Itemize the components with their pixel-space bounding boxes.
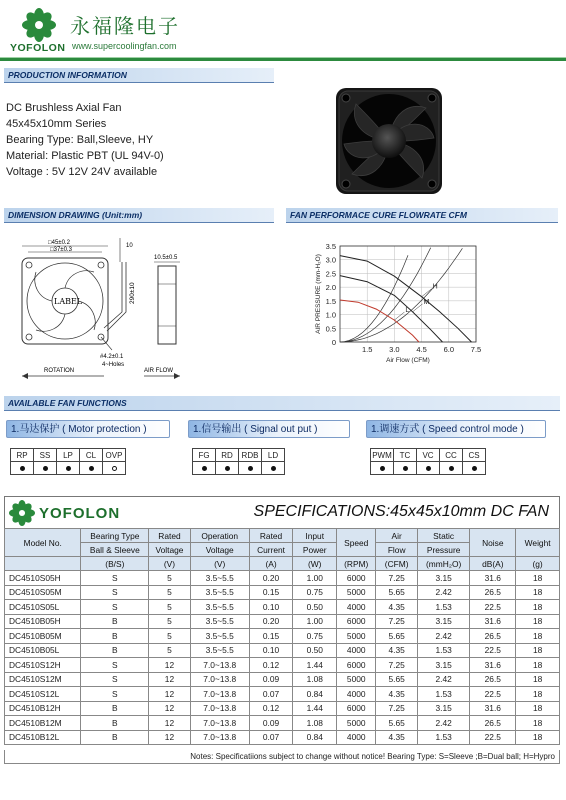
function-group-motor-protection (6, 420, 170, 475)
col-header-air-flow: Air (376, 529, 418, 543)
table-cell: 18 (516, 730, 560, 745)
table-row (5, 571, 560, 586)
series-label-l: L (405, 307, 410, 315)
model-cell: DC4510B05H (5, 614, 81, 629)
table-cell: 0.09 (249, 716, 293, 731)
col-header-speed: Speed (337, 529, 376, 557)
table-cell: 7.0~13.8 (190, 672, 249, 687)
available-dot-icon (449, 466, 454, 471)
unit-cell: (B/S) (81, 557, 149, 571)
table-cell: 2.42 (417, 672, 469, 687)
spec-logo-text: YOFOLON (39, 505, 121, 522)
table-cell: 4.35 (376, 600, 418, 615)
table-cell: 18 (516, 672, 560, 687)
model-cell: DC4510B05M (5, 629, 81, 644)
available-dot-icon (403, 466, 408, 471)
col-header-rated-voltage: Rated (149, 529, 191, 543)
unit-cell: dB(A) (470, 557, 516, 571)
table-cell: 3.5~5.5 (190, 571, 249, 586)
table-cell: 1.44 (293, 658, 337, 673)
y-tick-label: 2.5 (325, 269, 336, 279)
y-axis-label: AIR PRESSURE (mm-H₂O) (315, 254, 322, 334)
holes-count: 4~Holes (102, 362, 125, 368)
function-title: 1.马达保护 ( Motor protection ) (6, 420, 170, 438)
table-cell: 12 (149, 658, 191, 673)
table-cell: 1.44 (293, 701, 337, 716)
table-cell: 7.25 (376, 701, 418, 716)
table-cell: 0.12 (249, 701, 293, 716)
website-url[interactable]: www.supercoolingfan.com (72, 41, 177, 51)
section-dimension-drawing: DIMENSION DRAWING (Unit:mm) (4, 208, 274, 223)
holes-dimension: #4.2±0.1 (100, 354, 124, 360)
page-header (0, 0, 566, 62)
table-cell: 31.6 (470, 614, 516, 629)
table-cell: S (81, 585, 149, 600)
y-tick-label: 3.5 (325, 242, 336, 251)
product-info (6, 100, 164, 180)
model-cell: DC4510S12L (5, 687, 81, 702)
impedance-curve (340, 248, 431, 342)
function-group-signal-output (188, 420, 350, 475)
table-cell: 6000 (337, 701, 376, 716)
table-cell: 0.09 (249, 672, 293, 687)
table-cell: 0.07 (249, 730, 293, 745)
available-dot-icon (271, 466, 276, 471)
function-table (370, 448, 486, 475)
function-table (10, 448, 126, 475)
function-code: LD (262, 449, 285, 462)
table-cell: 5 (149, 614, 191, 629)
table-cell: 3.5~5.5 (190, 600, 249, 615)
table-cell: 7.25 (376, 571, 418, 586)
available-dot-icon (380, 466, 385, 471)
table-cell: 0.50 (293, 643, 337, 658)
available-dot-icon (202, 466, 207, 471)
table-cell: 12 (149, 687, 191, 702)
table-cell: 5000 (337, 585, 376, 600)
table-cell: 0.75 (293, 629, 337, 644)
function-title: 1.信号输出 ( Signal out put ) (188, 420, 350, 438)
table-cell: 31.6 (470, 658, 516, 673)
model-cell: DC4510S05L (5, 600, 81, 615)
unit-cell: (mmH₂O) (417, 557, 469, 571)
table-cell: B (81, 643, 149, 658)
table-cell: 0.10 (249, 600, 293, 615)
table-cell: 4000 (337, 600, 376, 615)
label-text: LABEL (54, 297, 83, 306)
flower-logo-icon (9, 500, 35, 526)
table-cell: 1.53 (417, 643, 469, 658)
col-subheader: Power (293, 543, 337, 557)
table-cell: 3.5~5.5 (190, 585, 249, 600)
table-cell: 4000 (337, 687, 376, 702)
table-cell: 26.5 (470, 585, 516, 600)
table-cell: 18 (516, 600, 560, 615)
table-cell: 2.42 (417, 585, 469, 600)
table-row (5, 600, 560, 615)
table-cell: 26.5 (470, 716, 516, 731)
table-row (5, 716, 560, 731)
table-cell: 22.5 (470, 643, 516, 658)
col-header-noise: Noise (470, 529, 516, 557)
flower-logo-icon (22, 8, 56, 42)
table-cell: 12 (149, 701, 191, 716)
col-subheader: Flow (376, 543, 418, 557)
col-header-operation-voltage: Operation (190, 529, 249, 543)
table-cell: 7.0~13.8 (190, 687, 249, 702)
table-cell: 6000 (337, 614, 376, 629)
section-production-info: PRODUCTION INFORMATION (4, 68, 274, 83)
series-label-h: H (432, 283, 438, 291)
table-cell: S (81, 571, 149, 586)
model-cell: DC4510S12M (5, 672, 81, 687)
col-header-model: Model No. (5, 529, 81, 557)
fan-product-image (330, 82, 448, 200)
spec-title: SPECIFICATIONS:45x45x10mm DC FAN (253, 503, 549, 520)
brand-name-cn: 永福隆电子 (70, 14, 180, 38)
dim-wire-length: 290±10 (129, 282, 136, 304)
available-dot-icon (248, 466, 253, 471)
table-cell: 3.15 (417, 614, 469, 629)
spec-table (4, 528, 560, 745)
dim-width-outer: □45±0.2 (48, 240, 70, 246)
dim-thickness: 10.5±0.5 (154, 255, 178, 261)
table-cell: 6000 (337, 658, 376, 673)
table-cell: 1.00 (293, 614, 337, 629)
available-dot-icon (66, 466, 71, 471)
table-cell: 1.53 (417, 600, 469, 615)
function-code: RD (216, 449, 239, 462)
table-cell: 22.5 (470, 687, 516, 702)
table-cell: 3.15 (417, 701, 469, 716)
x-tick-label: 6.0 (443, 345, 455, 354)
available-dot-icon (89, 466, 94, 471)
table-cell: 6000 (337, 571, 376, 586)
table-row (5, 672, 560, 687)
table-cell: 5.65 (376, 716, 418, 731)
table-cell: 7.25 (376, 658, 418, 673)
table-cell: 4.35 (376, 730, 418, 745)
table-cell: 3.15 (417, 571, 469, 586)
unit-cell: (CFM) (376, 557, 418, 571)
impedance-curve (340, 248, 462, 342)
table-cell: 5 (149, 571, 191, 586)
function-code: SS (34, 449, 57, 462)
table-cell: 7.0~13.8 (190, 701, 249, 716)
table-cell: 12 (149, 672, 191, 687)
table-cell: 18 (516, 658, 560, 673)
table-cell: 3.15 (417, 658, 469, 673)
col-subheader: Current (249, 543, 293, 557)
optional-dot-icon (112, 466, 117, 471)
table-cell: 18 (516, 643, 560, 658)
table-cell: 0.75 (293, 585, 337, 600)
x-tick-label: 4.5 (416, 345, 427, 354)
function-code: TC (394, 449, 417, 462)
y-tick-label: 0 (331, 338, 336, 347)
table-cell: 3.5~5.5 (190, 629, 249, 644)
airflow-label: AIR FLOW (144, 368, 174, 374)
table-cell: 0.12 (249, 658, 293, 673)
table-cell: 3.5~5.5 (190, 614, 249, 629)
function-code: CC (440, 449, 463, 462)
table-cell: 0.50 (293, 600, 337, 615)
function-code: LP (57, 449, 80, 462)
table-row (5, 701, 560, 716)
unit-cell: (V) (190, 557, 249, 571)
function-group-speed-control (366, 420, 546, 475)
col-subheader: Voltage (149, 543, 191, 557)
table-cell: S (81, 600, 149, 615)
plot-frame (340, 246, 476, 342)
product-info-line: Material: Plastic PBT (UL 94V-0) (6, 150, 164, 162)
section-performance-curve: FAN PERFORMACE CURE FLOWRATE CFM (286, 208, 558, 223)
table-cell: 18 (516, 701, 560, 716)
col-header-bearing: Bearing Type (81, 529, 149, 543)
function-table (192, 448, 285, 475)
table-cell: 1.08 (293, 672, 337, 687)
table-cell: 18 (516, 585, 560, 600)
model-cell: DC4510S12H (5, 658, 81, 673)
dimension-drawing (4, 232, 274, 382)
col-subheader: Ball & Sleeve (81, 543, 149, 557)
unit-cell: (RPM) (337, 557, 376, 571)
y-tick-label: 0.5 (325, 324, 336, 334)
function-code: CL (80, 449, 103, 462)
table-cell: 12 (149, 730, 191, 745)
table-cell: 5 (149, 600, 191, 615)
table-cell: 5.65 (376, 585, 418, 600)
table-cell: 18 (516, 716, 560, 731)
table-cell: 3.5~5.5 (190, 643, 249, 658)
series-label-m: M (423, 298, 430, 306)
table-cell: 0.20 (249, 571, 293, 586)
col-header-static-pressure: Static (417, 529, 469, 543)
product-info-line: 45x45x10mm Series (6, 118, 107, 130)
table-cell: 0.20 (249, 614, 293, 629)
function-code: RP (11, 449, 34, 462)
col-subheader: Voltage (190, 543, 249, 557)
table-cell: B (81, 730, 149, 745)
table-cell: 7.0~13.8 (190, 658, 249, 673)
table-cell: 0.84 (293, 687, 337, 702)
table-cell: 5000 (337, 716, 376, 731)
model-cell: DC4510B05L (5, 643, 81, 658)
product-info-line: Bearing Type: Ball,Sleeve, HY (6, 134, 154, 146)
table-cell: B (81, 629, 149, 644)
product-info-line: DC Brushless Axial Fan (6, 102, 122, 114)
table-cell: 5.65 (376, 629, 418, 644)
table-cell: 18 (516, 571, 560, 586)
table-cell: 5000 (337, 629, 376, 644)
model-cell: DC4510B12M (5, 716, 81, 731)
table-row (5, 643, 560, 658)
function-title: 1.调速方式 ( Speed control mode ) (366, 420, 546, 438)
table-cell: 26.5 (470, 629, 516, 644)
y-tick-label: 1.5 (325, 296, 336, 306)
table-cell: 2.42 (417, 629, 469, 644)
table-cell: 7.0~13.8 (190, 730, 249, 745)
table-cell: 26.5 (470, 672, 516, 687)
x-tick-label: 7.5 (470, 345, 482, 354)
model-cell: DC4510S05H (5, 571, 81, 586)
table-cell: 18 (516, 614, 560, 629)
table-cell: 5 (149, 585, 191, 600)
table-cell: 5.65 (376, 672, 418, 687)
table-row (5, 614, 560, 629)
series-leader-line (394, 312, 404, 320)
table-cell: 0.15 (249, 585, 293, 600)
unit-cell: (V) (149, 557, 191, 571)
table-row (5, 629, 560, 644)
table-cell: S (81, 672, 149, 687)
function-code: RDB (239, 449, 262, 462)
y-tick-label: 2.0 (325, 283, 336, 293)
x-axis-label: Air Flow (CFM) (386, 357, 430, 364)
function-code: VC (417, 449, 440, 462)
table-cell: 1.53 (417, 687, 469, 702)
table-row (5, 658, 560, 673)
table-cell: 12 (149, 716, 191, 731)
x-tick-label: 3.0 (389, 345, 400, 354)
table-cell: B (81, 716, 149, 731)
function-code: FG (193, 449, 216, 462)
table-cell: 22.5 (470, 730, 516, 745)
table-cell: 18 (516, 629, 560, 644)
table-cell: 4000 (337, 730, 376, 745)
available-dot-icon (20, 466, 25, 471)
model-cell: DC4510B12H (5, 701, 81, 716)
table-cell: S (81, 687, 149, 702)
table-row (5, 730, 560, 745)
col-header-input-power: Input (293, 529, 337, 543)
table-cell: 5000 (337, 672, 376, 687)
table-cell: 1.00 (293, 571, 337, 586)
col-subheader: Pressure (417, 543, 469, 557)
table-cell: 22.5 (470, 600, 516, 615)
logo-text: YOFOLON (10, 42, 66, 54)
unit-cell: (A) (249, 557, 293, 571)
table-row (5, 585, 560, 600)
function-code: PWM (372, 450, 392, 460)
spec-notes: Notes: Specificatiions subject to change without notice! Bearing Type: S=Sleeve ;B=Dual ball; H=Hypro (4, 750, 560, 764)
table-cell: 4.35 (376, 687, 418, 702)
spec-header (4, 496, 560, 528)
unit-cell: (W) (293, 557, 337, 571)
table-cell: 5 (149, 643, 191, 658)
dim-wire-tip: 10 (126, 243, 133, 249)
available-dot-icon (426, 466, 431, 471)
table-cell: 4.35 (376, 643, 418, 658)
table-cell: S (81, 658, 149, 673)
series-line-m (340, 276, 443, 342)
section-fan-functions: AVAILABLE FAN FUNCTIONS (4, 396, 560, 411)
available-dot-icon (225, 466, 230, 471)
header-divider (0, 57, 566, 61)
dim-width-inner: □37±0.3 (50, 247, 72, 253)
table-cell: 1.08 (293, 716, 337, 731)
available-dot-icon (43, 466, 48, 471)
table-row (5, 687, 560, 702)
table-cell: B (81, 614, 149, 629)
product-info-line: Voltage : 5V 12V 24V available (6, 166, 158, 178)
y-tick-label: 3.0 (325, 255, 336, 265)
rotation-label: ROTATION (44, 368, 75, 374)
table-cell: 0.84 (293, 730, 337, 745)
col-header-rated-current: Rated (249, 529, 293, 543)
table-cell: 7.0~13.8 (190, 716, 249, 731)
table-cell: 0.15 (249, 629, 293, 644)
function-code: CS (463, 449, 486, 462)
model-cell: DC4510B12L (5, 730, 81, 745)
x-tick-label: 1.5 (361, 345, 373, 354)
performance-chart (286, 238, 486, 378)
table-cell: 5 (149, 629, 191, 644)
table-cell: 1.53 (417, 730, 469, 745)
y-tick-label: 1.0 (325, 310, 336, 320)
table-cell: 4000 (337, 643, 376, 658)
unit-cell: (g) (516, 557, 560, 571)
table-cell: 0.07 (249, 687, 293, 702)
table-cell: 31.6 (470, 701, 516, 716)
function-code: OVP (103, 449, 126, 462)
table-cell: 0.10 (249, 643, 293, 658)
model-cell: DC4510S05M (5, 585, 81, 600)
col-header-weight: Weight (516, 529, 560, 557)
table-cell: 18 (516, 687, 560, 702)
table-cell: 2.42 (417, 716, 469, 731)
table-cell: B (81, 701, 149, 716)
table-cell: 7.25 (376, 614, 418, 629)
table-cell: 31.6 (470, 571, 516, 586)
available-dot-icon (472, 466, 477, 471)
